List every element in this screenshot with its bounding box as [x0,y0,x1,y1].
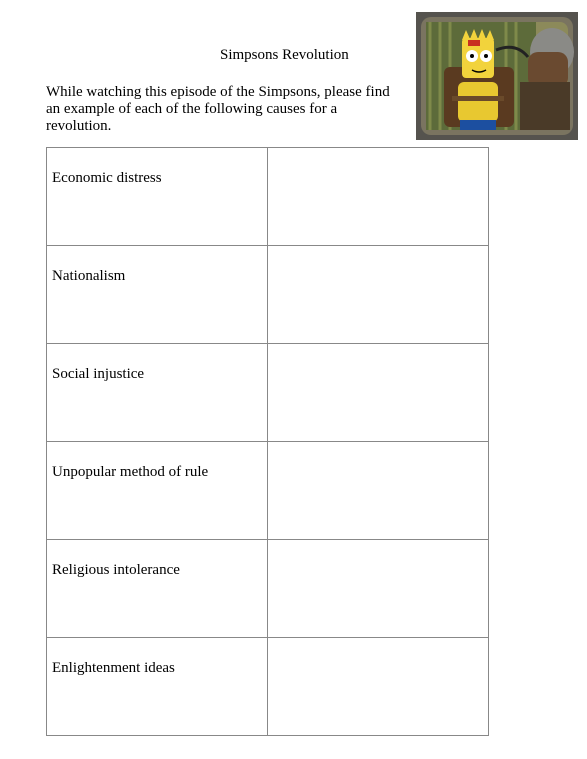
tv-still-icon [416,12,578,140]
answer-cell[interactable] [268,442,489,540]
cause-cell [47,638,268,736]
table-row [47,344,489,442]
table-row [47,540,489,638]
answer-cell[interactable] [268,540,489,638]
answer-cell[interactable] [268,246,489,344]
table-row [47,246,489,344]
causes-table [46,147,489,736]
cause-cell [47,344,268,442]
cause-label: Enlightenment ideas [52,660,175,676]
table-row [47,442,489,540]
answer-cell[interactable] [268,148,489,246]
instructions-text: While watching this episode of the Simpsons, please find an example of each of the following causes for a revolution. [46,84,390,134]
table-row [47,148,489,246]
cause-cell [47,442,268,540]
cause-label: Religious intolerance [52,562,180,578]
answer-cell[interactable] [268,344,489,442]
answer-cell[interactable] [268,638,489,736]
tv-still-image [416,12,578,140]
cause-label: Unpopular method of rule [52,464,209,480]
cause-cell [47,148,268,246]
cause-label: Social injustice [52,366,145,382]
cause-label: Economic distress [52,170,162,186]
page-title: Simpsons Revolution [220,47,349,63]
cause-cell [47,540,268,638]
cause-cell [47,246,268,344]
table-row [47,638,489,736]
cause-label: Nationalism [52,268,126,284]
